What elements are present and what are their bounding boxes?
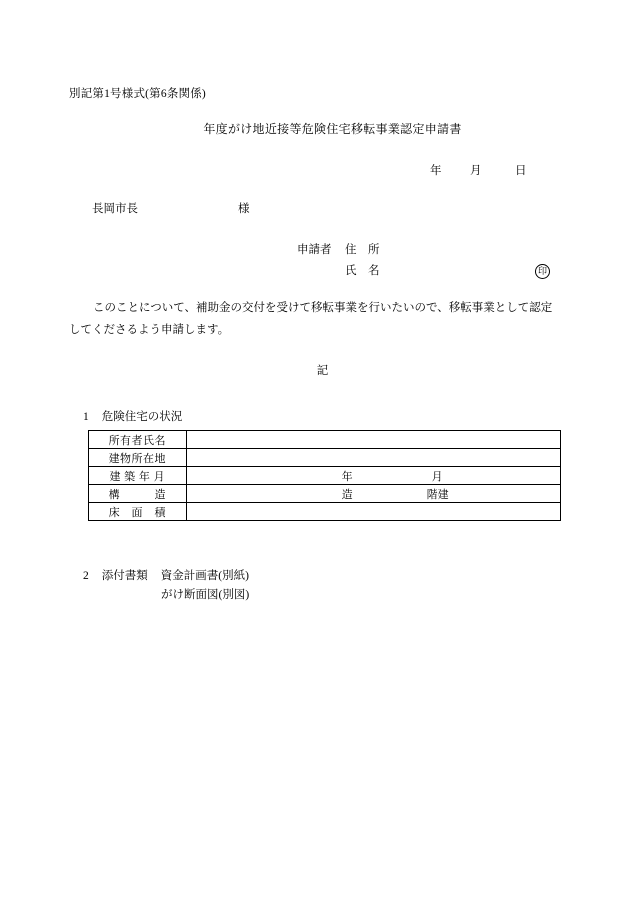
row-value[interactable] <box>186 485 560 503</box>
attachment-row-2 <box>83 586 249 605</box>
section-1-title: 危険住宅の状況 <box>101 411 183 423</box>
table-row <box>89 467 561 485</box>
date-month-label: 月 <box>470 165 482 177</box>
build-month-unit: 月 <box>431 471 443 483</box>
row-label: 建物所在地 <box>89 449 187 467</box>
applicant-block <box>297 240 550 282</box>
table-row <box>89 431 561 449</box>
row-label: 床 面 積 <box>89 503 187 521</box>
table-row <box>89 503 561 521</box>
row-label: 所有者氏名 <box>89 431 187 449</box>
row-value[interactable] <box>186 503 560 521</box>
addressee <box>92 200 250 216</box>
document-title: 年度がけ地近接等危険住宅移転事業認定申請書 <box>203 122 462 136</box>
form-number: 別記第1号様式(第6条関係) <box>69 88 206 100</box>
row-value[interactable] <box>186 431 560 449</box>
applicant-name-label: 氏 名 <box>345 265 380 277</box>
date-line <box>430 162 527 178</box>
applicant-label: 申請者 <box>297 244 332 256</box>
row-value[interactable] <box>186 467 560 485</box>
section-2 <box>83 567 249 605</box>
addressee-name: 長岡市長 <box>92 203 138 215</box>
applicant-address-label: 住 所 <box>345 244 380 256</box>
body-paragraph: このことについて、補助金の交付を受けて移転事業を行いたいので、移転事業として認定してくださるよう申請します。 <box>69 302 553 336</box>
attachment-item-1: 資金計画書(別紙) <box>160 570 249 582</box>
section-2-heading <box>83 567 249 586</box>
applicant-name-row <box>297 261 550 282</box>
row-value[interactable] <box>186 449 560 467</box>
section-1-number: 1 <box>83 411 89 423</box>
table-row <box>89 485 561 503</box>
section-1-heading <box>83 408 182 424</box>
ki-marker: 記 <box>316 365 329 377</box>
row-label: 建 築 年 月 <box>89 467 187 485</box>
attachment-item-2: がけ断面図(別図) <box>161 589 250 601</box>
floors-unit: 階建 <box>426 489 449 501</box>
section-2-number: 2 <box>83 570 89 582</box>
section-2-title: 添付書類 <box>101 570 148 582</box>
addressee-honorific: 様 <box>238 203 250 215</box>
structure-unit: 造 <box>341 489 353 501</box>
status-table <box>88 430 561 521</box>
build-year-unit: 年 <box>341 471 353 483</box>
date-day-label: 日 <box>515 165 527 177</box>
applicant-address-row <box>297 240 550 261</box>
seal-icon: 印 <box>535 264 550 279</box>
date-year-label: 年 <box>430 165 442 177</box>
row-label: 構 造 <box>89 485 187 503</box>
table-row <box>89 449 561 467</box>
